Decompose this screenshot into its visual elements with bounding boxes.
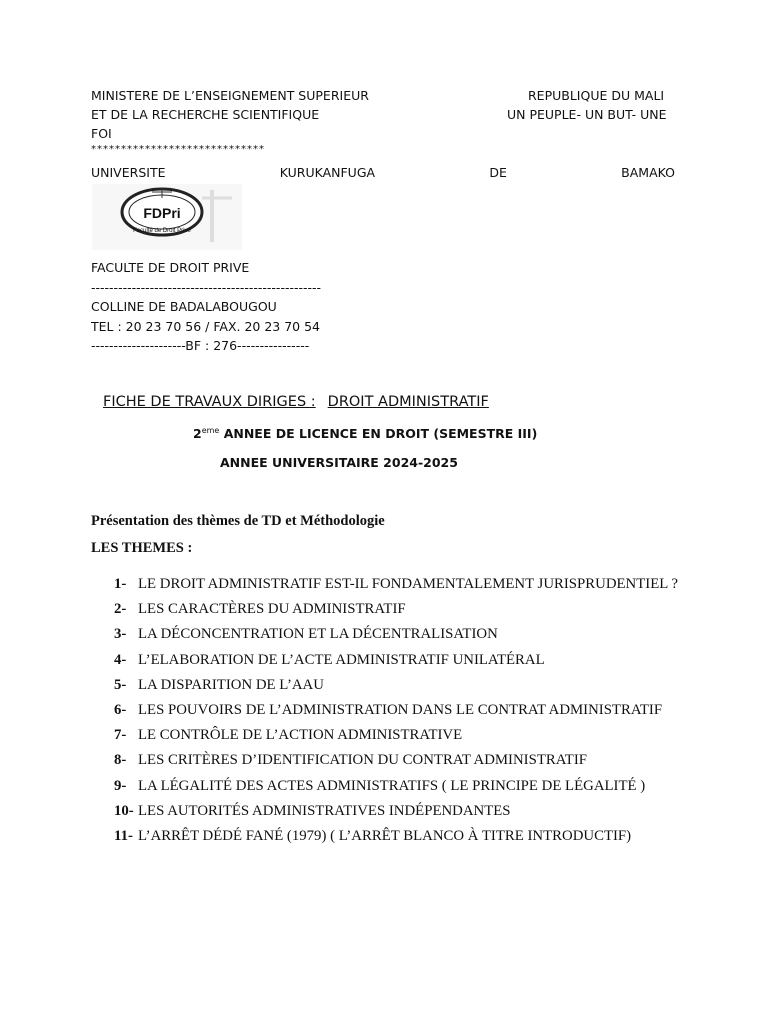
item-text: LE DROIT ADMINISTRATIF EST-IL FONDAMENTALEMENT JURISPRUDENTIEL ? [138,576,678,592]
university-name [91,163,675,182]
faculty-name: FACULTE DE DROIT PRIVE [91,260,250,275]
item-text: LES POUVOIRS DE L’ADMINISTRATION DANS LE CONTRAT ADMINISTRATIF [138,702,663,719]
logo-caption: Faculté de Droit Privé [133,228,191,234]
title-part-2: DROIT ADMINISTRATIF [327,394,489,410]
university-word: UNIVERSITE [91,165,166,180]
item-text: LA DISPARITION DE L’AAU [138,676,324,693]
licence-year [193,426,537,441]
list-item [114,824,734,849]
section-heading: Présentation des thèmes de TD et Méthodologie [91,513,385,529]
item-number: 1- [114,576,127,592]
item-number: 7- [114,727,127,744]
list-item [114,748,734,773]
item-number: 10- [114,802,134,819]
ministry-header [91,86,369,157]
list-item [114,572,734,597]
item-number: 6- [114,702,127,719]
list-item [114,673,734,698]
title-part-1: FICHE DE TRAVAUX DIRIGES : [103,394,316,410]
list-item [114,698,734,723]
ministry-line: ET DE LA RECHERCHE SCIENTIFIQUE [91,107,320,122]
item-text: LE CONTRÔLE DE L’ACTION ADMINISTRATIVE [138,727,463,744]
item-text: LES AUTORITÉS ADMINISTRATIVES INDÉPENDANTES [138,802,511,819]
item-number: 5- [114,676,127,693]
faculty-po-box: ---------------------BF : 276---------------- [91,338,310,353]
dash-separator: --------------------------------------------------- [91,279,322,295]
list-item [114,774,734,799]
list-item [114,622,734,647]
list-item [114,723,734,748]
document-title [103,394,489,410]
item-number: 4- [114,651,127,668]
item-text: LA LÉGALITÉ DES ACTES ADMINISTRATIFS ( LE PRINCIPE DE LÉGALITÉ ) [138,777,646,794]
star-separator: ***************************** [91,144,265,155]
faculty-phone: TEL : 20 23 70 56 / FAX. 20 23 70 54 [91,318,321,334]
list-item [114,799,734,824]
item-number: 3- [114,626,127,643]
themes-heading: LES THEMES : [91,540,193,556]
list-item [114,648,734,673]
logo-text: FDPri [143,205,181,221]
ministry-line: MINISTERE DE L’ENSEIGNEMENT SUPERIEUR [91,88,369,103]
year-number: 2 [193,426,202,442]
list-item [114,597,734,622]
item-number: 8- [114,752,127,769]
item-number: 11- [114,828,133,845]
item-text: L’ARRÊT DÉDÉ FANÉ (1979) ( L’ARRÊT BLANCO À TITRE INTRODUCTIF) [138,828,632,845]
faculty-info [91,258,321,356]
item-number: 9- [114,777,127,794]
university-word: BAMAKO [621,165,675,180]
faculty-address: COLLINE DE BADALABOUGOU [91,299,277,314]
ministry-line: FOI [91,126,112,141]
university-word: DE [489,165,507,180]
republic-name: REPUBLIQUE DU MALI [528,88,665,103]
item-text: LA DÉCONCENTRATION ET LA DÉCENTRALISATION [138,626,498,643]
item-text: LES CRITÈRES D’IDENTIFICATION DU CONTRAT ADMINISTRATIF [138,752,587,769]
faculty-logo [92,184,242,250]
themes-list [114,572,734,849]
year-superscript: eme [201,426,220,435]
academic-year: ANNEE UNIVERSITAIRE 2024-2025 [220,455,458,470]
licence-text: ANNEE DE LICENCE EN DROIT (SEMESTRE III) [219,426,538,442]
item-text: L’ELABORATION DE L’ACTE ADMINISTRATIF UNILATÉRAL [138,651,545,668]
university-word: KURUKANFUGA [279,165,376,180]
item-number: 2- [114,601,127,618]
republic-motto: UN PEUPLE- UN BUT- UNE [507,107,667,122]
item-text: LES CARACTÈRES DU ADMINISTRATIF [138,601,406,618]
